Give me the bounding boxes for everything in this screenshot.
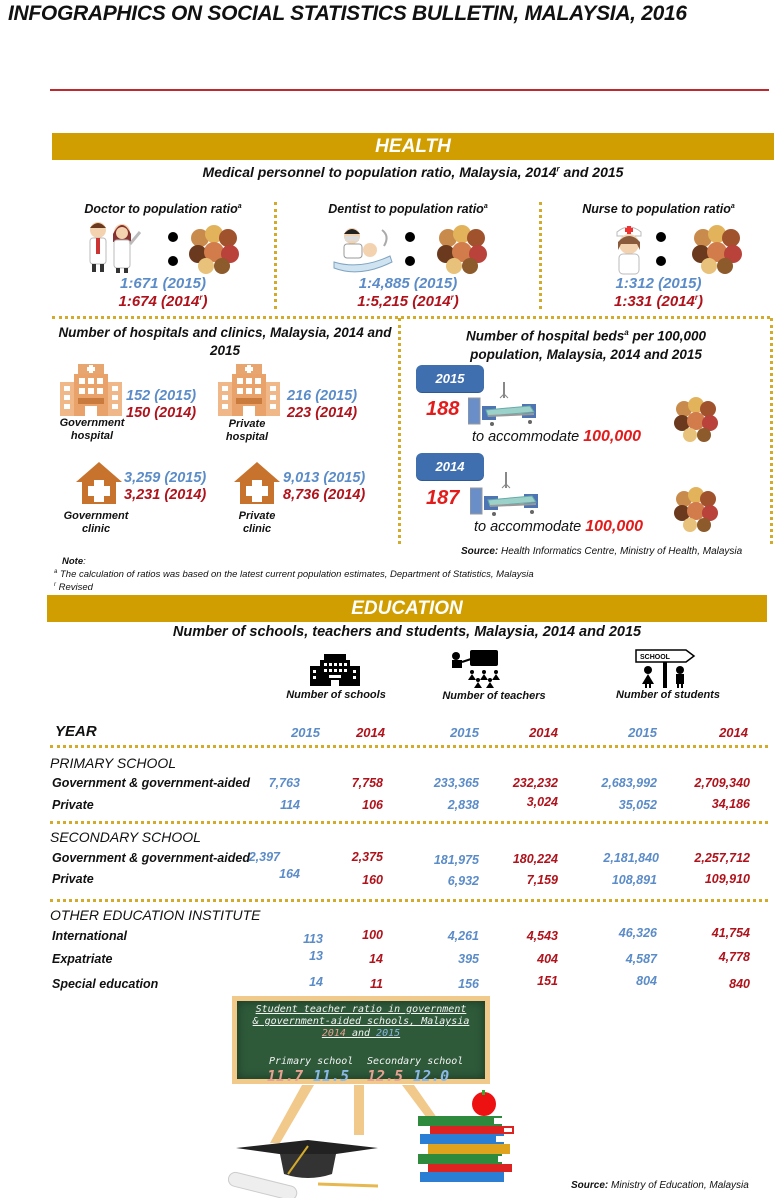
- cell: 11: [370, 977, 383, 991]
- col-head-teachers: Number of teachers: [442, 690, 546, 702]
- ratio-title-end: and 2015: [559, 164, 624, 180]
- year-col: 2014: [719, 725, 748, 740]
- cell: 113: [303, 932, 323, 946]
- note-r: $^r$ Revised: [54, 582, 93, 594]
- hospitals-title: Number of hospitals and clinics, Malaysia, 2014 and 2015: [58, 325, 392, 358]
- students-icon: [632, 648, 700, 688]
- nurse-icon: [611, 224, 647, 276]
- hospital-bed-icon: [468, 380, 540, 430]
- doctor-ratio-2015: 1:671 (2015): [120, 275, 206, 292]
- hospital-bed-icon: [470, 470, 542, 520]
- secondary-2015-ratio: 12.0: [413, 1067, 450, 1085]
- cell: 2,181,840: [603, 851, 659, 865]
- row-label: Expatriate: [52, 952, 113, 966]
- col-head-students: Number of students: [616, 689, 720, 701]
- crowd-icon: [188, 224, 240, 274]
- primary-2014-ratio: 11.7: [267, 1067, 304, 1085]
- cell: 2,683,992: [601, 776, 657, 790]
- cell: 46,326: [618, 926, 657, 940]
- cell: 4,778: [718, 950, 750, 964]
- cell: 2,838: [447, 798, 479, 812]
- note-a: $^a$ The calculation of ratios was based on the latest current population estimates, Department of Statistics, Malaysia: [54, 569, 534, 581]
- chalkboard-line1: Student teacher ratio in government: [255, 1004, 467, 1015]
- cell: 106: [362, 798, 383, 812]
- dentist-icon: [330, 226, 396, 274]
- accommodate-2014: to accommodate 100,000: [474, 518, 644, 535]
- dentist-ratio-2015: 1:4,885 (2015): [358, 275, 458, 292]
- cell: 404: [537, 952, 558, 966]
- education-title: Number of schools, teachers and students, Malaysia, 2014 and 2015: [172, 624, 642, 640]
- doctor-icon: [82, 220, 148, 274]
- secondary-school-label: Secondary school: [367, 1056, 464, 1067]
- cell: 164: [279, 867, 300, 881]
- hospital-icon: [218, 362, 280, 416]
- cell: 4,261: [447, 929, 479, 943]
- graduation-cap-icon: [228, 1128, 378, 1198]
- gov-clinic-2015: 3,259 (2015): [124, 470, 207, 486]
- cell: 114: [280, 798, 300, 812]
- ratio-label: Nurse to population ratio$^a$: [582, 202, 735, 216]
- cell: 804: [636, 974, 657, 988]
- primary-2015-ratio: 11.5: [313, 1067, 350, 1085]
- private-clinic-2015: 9,013 (2015): [283, 470, 366, 486]
- divider: [50, 821, 768, 824]
- group-primary: PRIMARY SCHOOL: [50, 755, 177, 771]
- cell: 7,758: [351, 776, 383, 790]
- private-hospital-2014: 223 (2014): [287, 405, 358, 421]
- cell: 35,052: [618, 798, 657, 812]
- books-apple-icon: [414, 1090, 514, 1190]
- title-divider: [50, 89, 769, 91]
- row-label: Government & government-aided: [52, 851, 250, 865]
- year-badge-2015: 2015: [416, 365, 484, 392]
- divider: [52, 316, 770, 319]
- clinic-icon: [74, 460, 124, 506]
- ratio-title-sup: r: [556, 164, 560, 174]
- cell: 13: [309, 949, 323, 963]
- divider: [274, 202, 277, 309]
- ratio-label: Dentist to population ratio$^a$: [328, 202, 488, 216]
- population-2014: 100,000: [585, 518, 644, 535]
- gov-clinic-2014: 3,231 (2014): [124, 487, 207, 503]
- cell: 14: [369, 952, 383, 966]
- row-label: Private: [52, 798, 94, 812]
- health-section-header: HEALTH: [52, 133, 774, 160]
- nurse-ratio-2014: 1:331 (2014$^r$): [613, 293, 704, 310]
- row-label: International: [52, 929, 128, 943]
- dentist-ratio-card: [278, 200, 538, 310]
- private-hospital-label: Private hospital: [225, 418, 269, 443]
- gov-clinic-label: Government clinic: [63, 510, 129, 535]
- cell: 100: [362, 928, 383, 942]
- gov-hospital-label: Government hospital: [59, 417, 125, 442]
- cell: 395: [458, 952, 479, 966]
- page-title: INFOGRAPHICS ON SOCIAL STATISTICS BULLETIN, MALAYSIA, 2016: [8, 2, 687, 25]
- divider: [398, 318, 401, 544]
- private-clinic-2014: 8,736 (2014): [283, 487, 366, 503]
- row-label: Special education: [52, 977, 159, 991]
- crowd-icon: [672, 397, 720, 445]
- ratio-colon: [168, 232, 180, 280]
- svg-text:SCHOOL: SCHOOL: [640, 654, 670, 661]
- chalkboard-line2: & government-aided schools, Malaysia: [252, 1016, 470, 1027]
- year-col: 2015: [450, 725, 479, 740]
- cell: 2,257,712: [694, 851, 750, 865]
- cell: 41,754: [711, 926, 750, 940]
- cell: 6,932: [447, 874, 479, 888]
- chalkboard-years: 2014 and 2015: [321, 1028, 401, 1039]
- cell: 3,024: [526, 795, 558, 809]
- cell: 14: [309, 975, 323, 989]
- cell: 108,891: [611, 873, 657, 887]
- cell: 109,910: [704, 872, 750, 886]
- dentist-ratio-2014: 1:5,215 (2014$^r$): [357, 293, 459, 310]
- year-col: 2015: [291, 725, 320, 740]
- nurse-ratio-2015: 1:312 (2015): [615, 275, 702, 292]
- cell: 840: [729, 977, 750, 991]
- beds-title: Number of hospital beds$^a$ per 100,000 population, Malaysia, 2014 and 2015: [465, 328, 707, 362]
- education-source: Source: Ministry of Education, Malaysia: [571, 1180, 749, 1191]
- clinic-icon: [232, 460, 282, 506]
- ratio-colon: [405, 232, 417, 280]
- cell: 2,709,340: [694, 776, 750, 790]
- ratio-colon: [656, 232, 668, 280]
- cell: 160: [362, 873, 383, 887]
- year-col: 2014: [529, 725, 558, 740]
- education-section-header: EDUCATION: [47, 595, 767, 622]
- nurse-ratio-card: [543, 200, 774, 310]
- private-clinic-label: Private clinic: [238, 510, 276, 535]
- beds-2015: 188: [426, 398, 460, 420]
- ratio-label: Doctor to population ratio$^a$: [84, 202, 242, 216]
- crowd-icon: [436, 224, 488, 274]
- teacher-icon: [450, 650, 510, 688]
- divider: [770, 318, 773, 544]
- ratio-section-title: [52, 164, 774, 180]
- cell: 7,763: [268, 776, 300, 790]
- secondary-2014-ratio: 12.5: [367, 1067, 404, 1085]
- cell: 4,587: [625, 952, 657, 966]
- cell: 7,159: [526, 873, 558, 887]
- private-hospital-2015: 216 (2015): [287, 388, 358, 404]
- cell: 151: [537, 974, 558, 988]
- hospital-icon: [60, 362, 122, 416]
- chalkboard: [232, 996, 490, 1084]
- cell: 156: [458, 977, 479, 991]
- cell: 34,186: [711, 797, 750, 811]
- note-label: Note:: [62, 556, 86, 567]
- gov-hospital-2015: 152 (2015): [126, 388, 197, 404]
- accommodate-2015: to accommodate 100,000: [472, 428, 642, 445]
- beds-2014: 187: [426, 487, 460, 509]
- year-label: YEAR: [55, 723, 97, 740]
- health-source: Source: Health Informatics Centre, Ministry of Health, Malaysia: [461, 546, 743, 557]
- crowd-icon: [691, 224, 743, 274]
- group-secondary: SECONDARY SCHOOL: [50, 829, 201, 845]
- gov-hospital-2014: 150 (2014): [126, 405, 197, 421]
- divider: [50, 899, 768, 902]
- cell: 180,224: [512, 852, 558, 866]
- cell: 233,365: [433, 776, 479, 790]
- divider: [539, 202, 542, 309]
- crowd-icon: [672, 487, 720, 535]
- group-other: OTHER EDUCATION INSTITUTE: [50, 907, 261, 923]
- doctor-ratio-2014: 1:674 (2014$^r$): [118, 293, 208, 310]
- primary-school-label: Primary school: [269, 1056, 354, 1067]
- population-2015: 100,000: [583, 428, 642, 445]
- divider: [50, 745, 768, 748]
- cell: 2,375: [351, 850, 383, 864]
- school-building-icon: [310, 654, 360, 686]
- year-col: 2015: [628, 725, 657, 740]
- year-col: 2014: [356, 725, 385, 740]
- cell: 181,975: [433, 853, 479, 867]
- ratio-title-text: Medical personnel to population ratio, Malaysia, 2014: [202, 164, 557, 180]
- row-label: Government & government-aided: [52, 776, 250, 790]
- row-label: Private: [52, 872, 94, 886]
- cell: 232,232: [512, 776, 558, 790]
- cell: 4,543: [526, 929, 558, 943]
- cell: 2,397: [248, 850, 280, 864]
- doctor-ratio-card: [52, 200, 274, 310]
- col-head-schools: Number of schools: [286, 689, 386, 701]
- year-badge-2014: 2014: [416, 453, 484, 480]
